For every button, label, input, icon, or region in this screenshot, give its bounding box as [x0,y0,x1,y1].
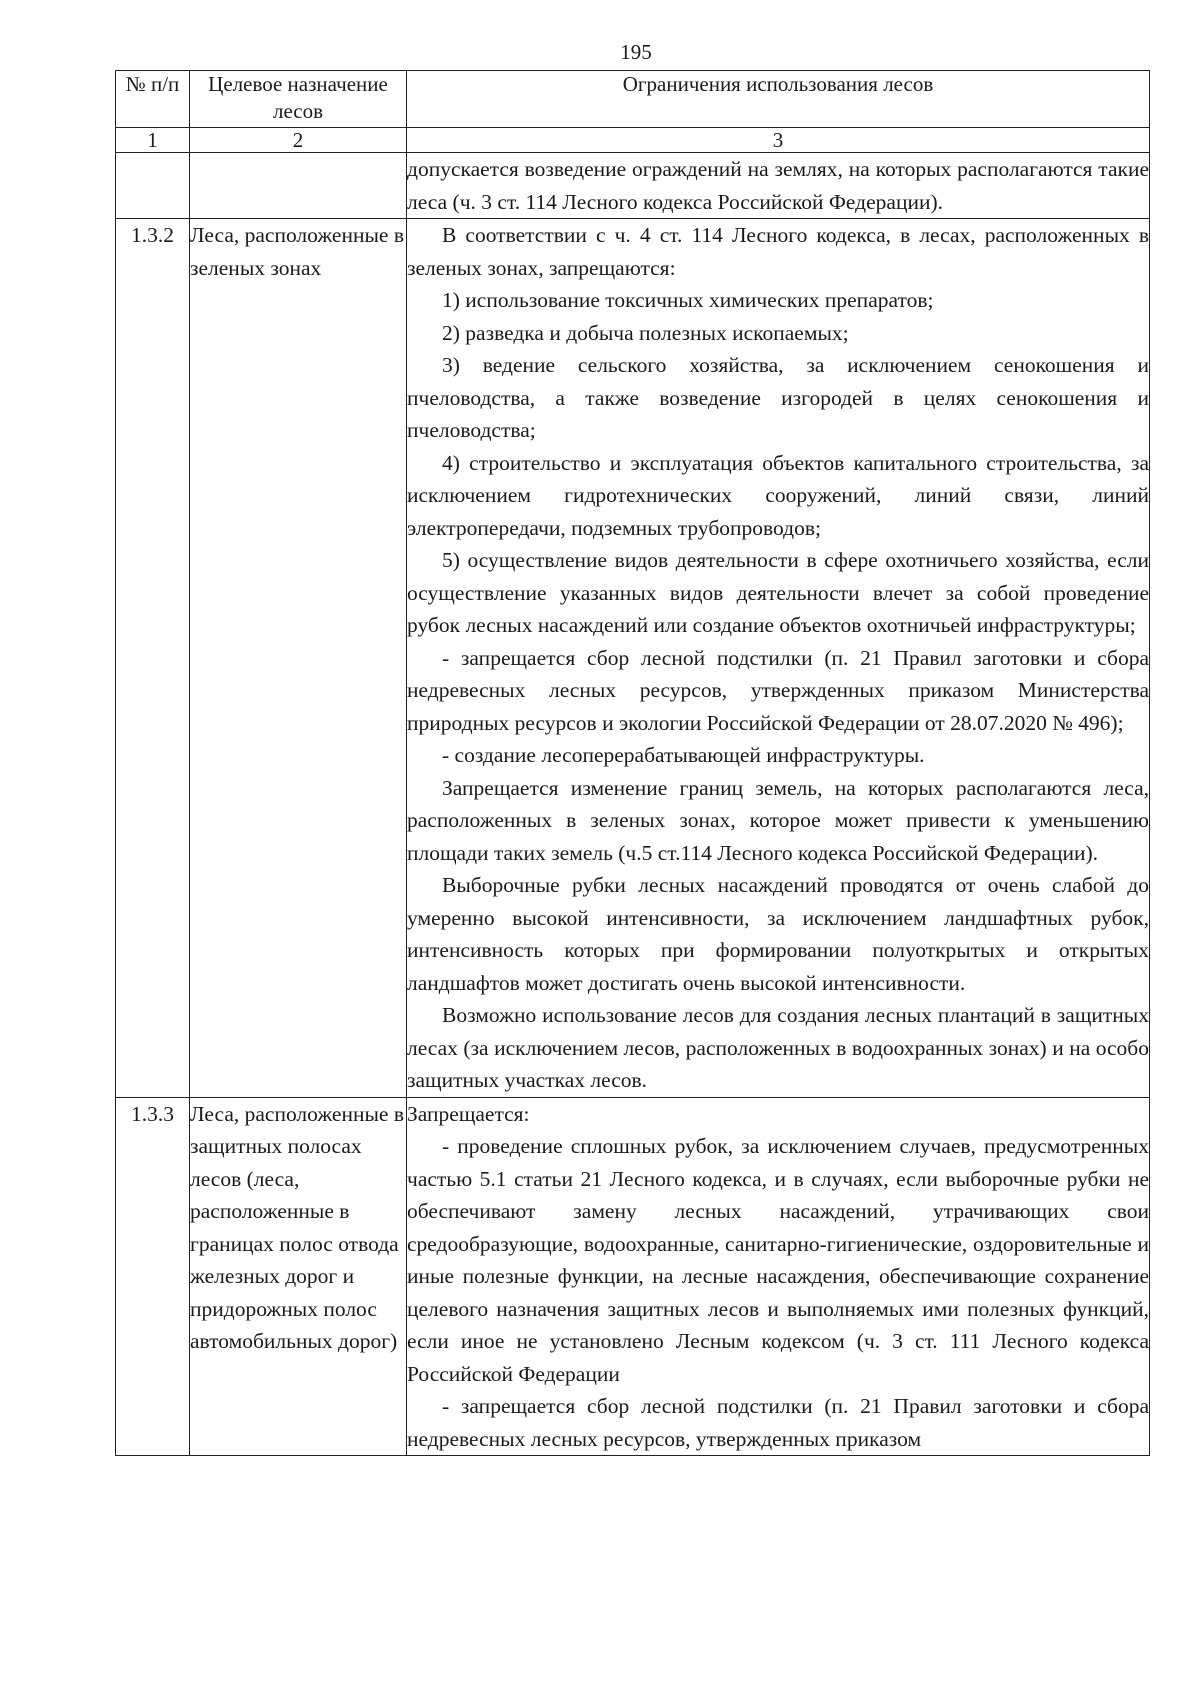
restriction-paragraph: - создание лесоперерабатывающей инфраструктуры. [442,743,925,767]
restriction-paragraph: 3) ведение сельского хозяйства, за исключением сенокошения и пчеловодства, а также возведение изгородей в целях сенокошения и пчеловодства; [407,353,1149,442]
row-restrictions [407,219,1150,1098]
row-purpose: Леса, расположенные в защитных полосах лесов (леса, расположенные в границах полос отвода железных дорог и придорожных полос автомобильных дорог) [190,1097,407,1456]
header-restrictions: Ограничения использования лесов [407,71,1150,128]
column-number-2: 2 [190,128,407,153]
restriction-paragraph: Выборочные рубки лесных насаждений проводятся от очень слабой до умеренно высокой интенсивности, за исключением ландшафтных рубок, интенсивность которых при формировании полуоткрытых и открытых ландшафтов может достигать очень высокой интенсивности. [407,873,1149,995]
header-purpose: Целевое назначение лесов [190,71,407,128]
restriction-paragraph: Запрещается изменение границ земель, на которых располагаются леса, расположенных в зеленых зонах, которое может привести к уменьшению площади таких земель (ч.5 ст.114 Лесного кодекса Российской Федерации). [407,775,1149,865]
page-number: 195 [620,40,652,64]
row-restrictions [407,1097,1150,1456]
table-header-row [116,71,1150,128]
header-number: № п/п [116,71,190,128]
row-index [116,153,190,219]
column-number-3: 3 [407,128,1150,153]
restriction-paragraph: Запрещается: [407,1101,530,1126]
row-index: 1.3.2 [116,219,190,1098]
restriction-paragraph: - запрещается сбор лесной подстилки (п. 21 Правил заготовки и сбора недревесных лесных ресурсов, утвержденных приказом [407,1394,1149,1451]
restriction-paragraph: - проведение сплошных рубок, за исключением случаев, предусмотренных частью 5.1 статьи 21 Лесного кодекса, и в случаях, если выборочные рубки не обеспечивают замену лесных насаждений, утрачивающих свои средообразующие, водоохранные, санитарно-гигиенические, оздоровительные и иные полезные функции, на лесные насаждения, обеспечивающие сохранение целевого назначения защитных лесов и выполняемых ими полезных функций, если иное не установлено Лесным кодексом (ч. 3 ст. 111 Лесного кодекса Российской Федерации [407,1134,1149,1386]
restriction-paragraph: 5) осуществление видов деятельности в сфере охотничьего хозяйства, если осуществление указанных видов деятельности влечет за собой проведение рубок лесных насаждений или создание объектов охотничьей инфраструктуры; [407,548,1149,637]
forest-restrictions-table [115,70,1150,1456]
column-number-1: 1 [116,128,190,153]
restriction-paragraph: В соответствии с ч. 4 ст. 114 Лесного кодекса, в лесах, расположенных в зеленых зонах, запрещаются: [407,223,1149,280]
table-row [116,1097,1150,1456]
restriction-paragraph: Возможно использование лесов для создания лесных плантаций в защитных лесах (за исключением лесов, расположенных в водоохранных зонах) и на особо защитных участках лесов. [407,1003,1149,1092]
table-row [116,153,1150,219]
row-purpose [190,153,407,219]
row-restrictions [407,153,1150,219]
restriction-paragraph: допускается возведение ограждений на землях, на которых располагаются такие леса (ч. 3 ст. 114 Лесного кодекса Российской Федерации). [407,157,1149,214]
row-index: 1.3.3 [116,1097,190,1456]
restriction-paragraph: 1) использование токсичных химических препаратов; [442,288,934,312]
row-purpose: Леса, расположенные в зеленых зонах [190,219,407,1098]
table-row [116,219,1150,1098]
restriction-paragraph: 4) строительство и эксплуатация объектов капитального строительства, за исключением гидротехнических сооружений, линий связи, линий электропередачи, подземных трубопроводов; [407,450,1149,540]
restriction-paragraph: 2) разведка и добыча полезных ископаемых; [442,320,849,345]
restriction-paragraph: - запрещается сбор лесной подстилки (п. 21 Правил заготовки и сбора недревесных лесных ресурсов, утвержденных приказом Министерства природных ресурсов и экологии Российской Федерации от 28.07.2020 № 496); [407,645,1149,735]
column-number-row [116,128,1150,153]
